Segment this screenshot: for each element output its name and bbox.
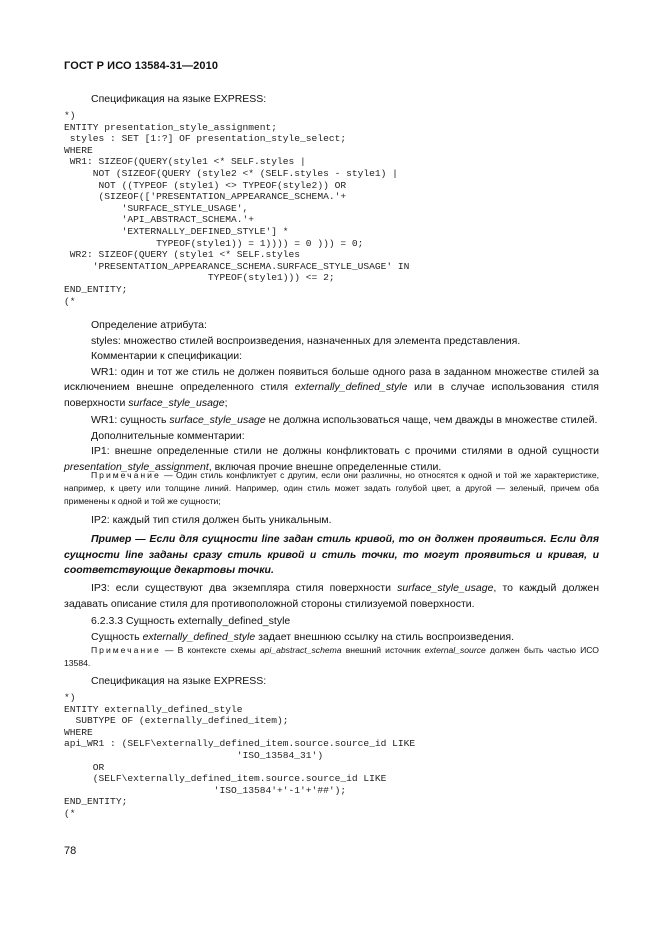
wr1b-paragraph: WR1: сущность surface_style_usage не должна использоваться чаще, чем дважды в множестве стилей. bbox=[91, 414, 598, 426]
spec-heading-text: Спецификация на языке EXPRESS: bbox=[91, 675, 267, 687]
section-title: 6.2.3.3 Сущность externally_defined_style bbox=[91, 615, 291, 627]
note-2: Примечание — В контексте схемы api_abstract_schema внешний источник external_source должен быть частью ИСО 13584. bbox=[64, 645, 599, 668]
code-line: WHERE bbox=[64, 144, 93, 156]
code-line: 'EXTERNALLY_DEFINED_STYLE'] * bbox=[121, 225, 289, 237]
code-line: (SIZEOF(['PRESENTATION_APPEARANCE_SCHEMA.'+ bbox=[98, 191, 347, 203]
code-block-2 bbox=[64, 692, 599, 820]
code-line: styles : SET [1:?] OF presentation_style_select; bbox=[69, 133, 347, 145]
attribute-section bbox=[64, 318, 599, 475]
code-line: ENTITY presentation_style_assignment; bbox=[64, 121, 278, 133]
attr-def-heading: Определение атрибута: bbox=[91, 319, 207, 331]
wr1-paragraph: WR1: один и тот же стиль не должен появиться больше одного раза в заданном множестве стилей за исключением внешне определенного стиля externally_defined_style или в случае использования стиля поверхности surface_style_usage; bbox=[64, 365, 599, 409]
code-line: NOT ((TYPEOF (style1) <> TYPEOF(style2)) OR bbox=[98, 179, 347, 191]
comments-heading: Комментарии к спецификации: bbox=[91, 350, 243, 362]
code-line: WR1: SIZEOF(QUERY(style1 <* SELF.styles | bbox=[69, 156, 306, 168]
code-line: SUBTYPE OF (externally_defined_item); bbox=[75, 715, 289, 727]
code-line: (SELF\externally_defined_item.source.source_id LIKE bbox=[92, 773, 387, 785]
code-line: api_WR1 : (SELF\externally_defined_item.source.source_id LIKE bbox=[64, 738, 416, 750]
express-code-1 bbox=[64, 110, 599, 307]
ip2-paragraph: IP2: каждый тип стиля должен быть уникальным. bbox=[91, 514, 332, 526]
code-line: 'SURFACE_STYLE_USAGE', bbox=[121, 202, 249, 214]
code-line: END_ENTITY; bbox=[64, 283, 128, 295]
example-text: Пример — Если для сущности line задан стиль кривой, то он должен проявиться. Если для сущности line заданы сразу стиль кривой и стиль точки, то могут проявиться и кривая, и соответствующие декартовы точки. bbox=[64, 533, 599, 576]
section-description: Сущность externally_defined_style задает внешнюю ссылку на стиль воспроизведения. bbox=[91, 630, 515, 643]
code-line: END_ENTITY; bbox=[64, 796, 128, 808]
extra-comments-heading: Дополнительные комментарии: bbox=[91, 429, 245, 442]
note-label: Примечание bbox=[91, 645, 161, 655]
page-number: 78 bbox=[64, 845, 77, 857]
code-line: (* bbox=[64, 295, 76, 307]
code-line: 'ISO_13584'+'-1'+'##'); bbox=[213, 784, 347, 796]
spec-heading-1 bbox=[64, 92, 599, 108]
spec-heading-2 bbox=[64, 674, 599, 690]
code-line: WR2: SIZEOF(QUERY (style1 <* SELF.styles bbox=[69, 249, 301, 261]
code-line: 'PRESENTATION_APPEARANCE_SCHEMA.SURFACE_STYLE_USAGE' IN bbox=[92, 260, 410, 272]
document-header: ГОСТ Р ИСО 13584-31—2010 bbox=[64, 60, 219, 72]
spec-heading-text: Спецификация на языке EXPRESS: bbox=[91, 93, 267, 105]
code-line: OR bbox=[92, 761, 105, 773]
section-6-2-3-3 bbox=[64, 614, 599, 645]
code-line: ENTITY externally_defined_style bbox=[64, 703, 243, 715]
code-line: *) bbox=[64, 110, 76, 121]
ip3-paragraph: IP3: если существуют два экземпляра стиля поверхности surface_style_usage, то каждый должен задавать описание стиля для противоположной стороны стилизуемой поверхности. bbox=[64, 582, 599, 610]
example-block bbox=[64, 532, 599, 579]
code-line: *) bbox=[64, 692, 76, 703]
code-line: TYPEOF(style1)) = 1)))) = 0 ))) = 0; bbox=[156, 237, 364, 249]
code-line: TYPEOF(style1))) <= 2; bbox=[207, 272, 335, 284]
note-label: Примечание bbox=[91, 470, 161, 480]
express-code-2 bbox=[64, 692, 599, 820]
note-1: Примечание — Один стиль конфликтует с другим, если они различны, но относятся к одной и той же характеристике, например, к цвету или толщине линий. Например, один стиль может задать голубой цвет, а другой — зеленый, причем оба применены к одной и той же сущности; bbox=[64, 470, 599, 506]
styles-definition: styles: множество стилей воспроизведения, назначенных для элемента представления. bbox=[91, 334, 521, 347]
code-line: (* bbox=[64, 807, 76, 819]
code-line: NOT (SIZEOF(QUERY (style2 <* (SELF.styles - style1) | bbox=[92, 167, 398, 179]
code-block-1 bbox=[64, 110, 599, 307]
ip1-paragraph: IP1: внешне определенные стили не должны конфликтовать с прочими стилями в одной сущности presentation_style_assignment, включая прочие внешне определенные стили. bbox=[64, 445, 599, 473]
code-line: 'ISO_13584_31') bbox=[236, 749, 324, 761]
code-line: 'API_ABSTRACT_SCHEMA.'+ bbox=[121, 214, 254, 226]
ip3-block bbox=[64, 581, 599, 612]
code-line: WHERE bbox=[64, 726, 93, 738]
ip2-block bbox=[64, 513, 599, 529]
